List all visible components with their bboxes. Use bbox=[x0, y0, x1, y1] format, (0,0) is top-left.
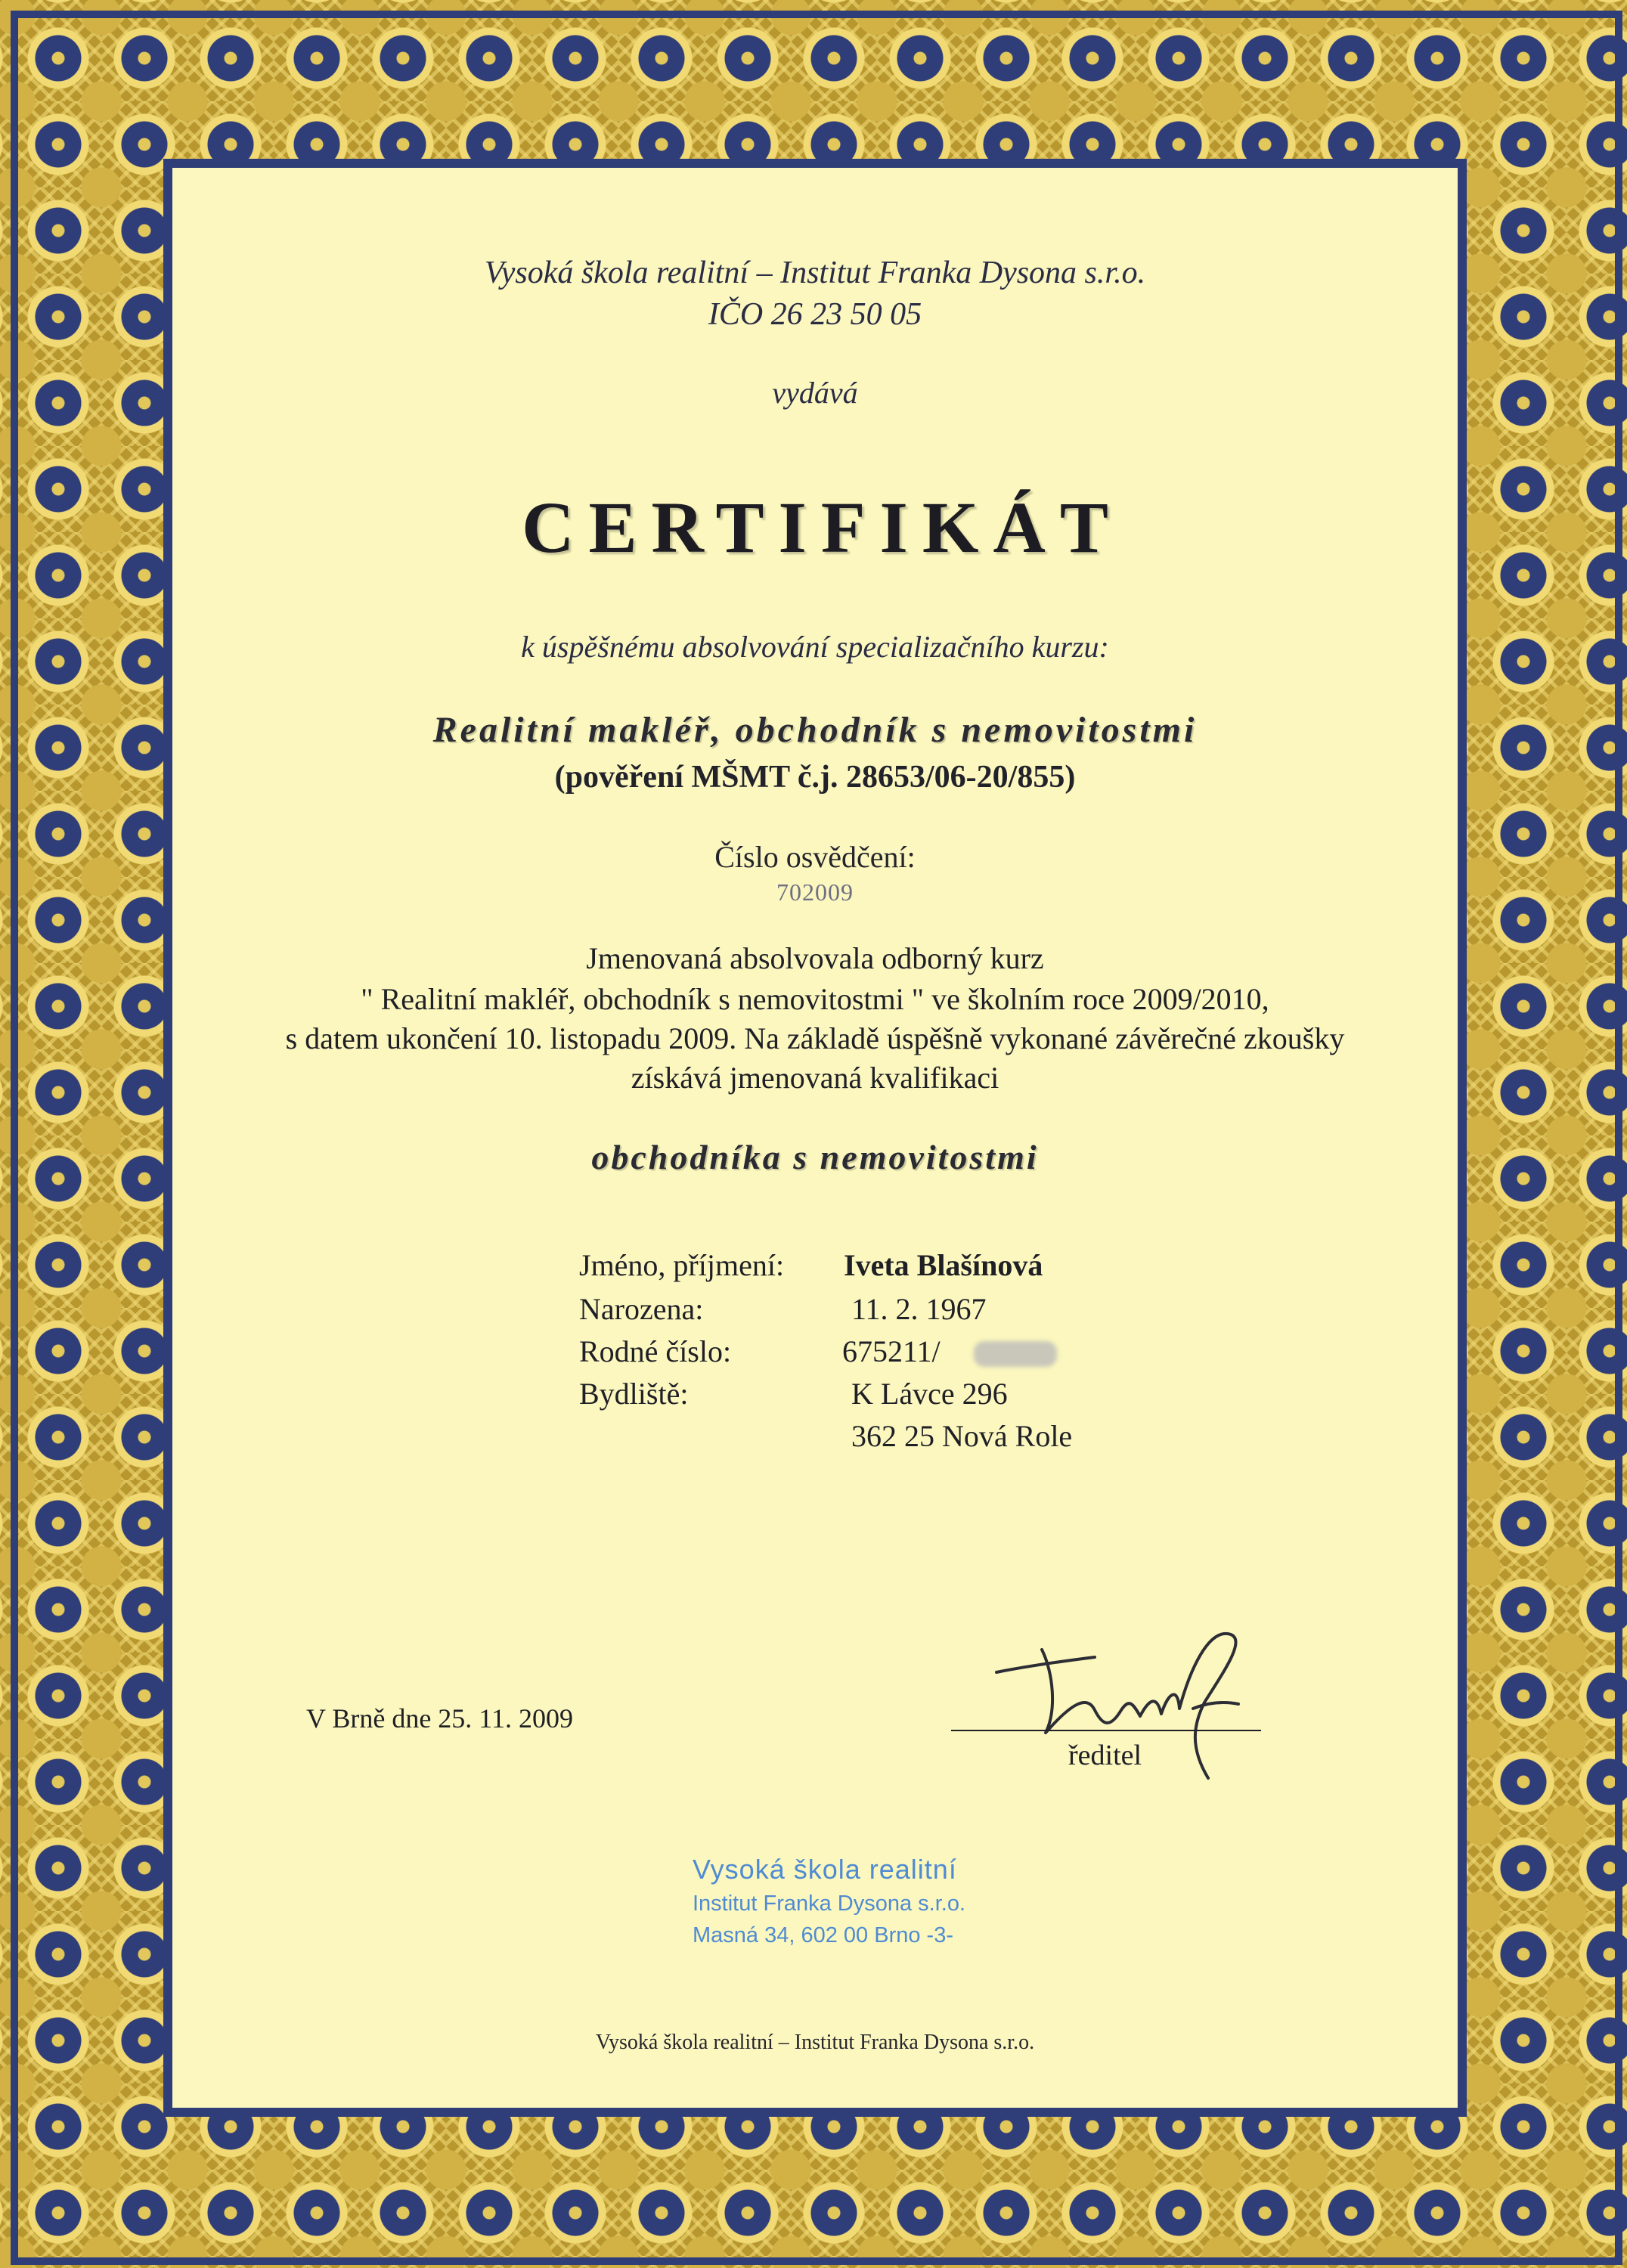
body-line: Jmenovaná absolvovala odborný kurz bbox=[586, 941, 1044, 975]
place-date: V Brně dne 25. 11. 2009 bbox=[306, 1703, 573, 1734]
address-label: Bydliště: bbox=[579, 1377, 689, 1411]
certificate-number-label: Číslo osvědčení: bbox=[714, 840, 916, 874]
body-line: s datem ukončení 10. listopadu 2009. Na základě úspěšně vykonané závěrečné zkoušky bbox=[285, 1021, 1345, 1055]
certificate-number-value: 702009 bbox=[776, 878, 854, 906]
certificate-title: CERTIFIKÁT bbox=[522, 487, 1123, 568]
body-line: získává jmenovaná kvalifikaci bbox=[631, 1061, 999, 1095]
stamp-line: Institut Franka Dysona s.r.o. bbox=[693, 1892, 966, 1916]
signatory-role: ředitel bbox=[1068, 1740, 1142, 1771]
personal-id-label: Rodné číslo: bbox=[579, 1334, 732, 1368]
issues-verb: vydává bbox=[772, 376, 858, 410]
course-name: Realitní makléř, obchodník s nemovitostmi bbox=[432, 710, 1198, 750]
issuer-name: Vysoká škola realitní – Institut Franka Dysona s.r.o. bbox=[484, 256, 1146, 290]
redacted-block bbox=[974, 1341, 1057, 1367]
personal-id-value: 675211/ bbox=[842, 1334, 941, 1368]
address-line: 362 25 Nová Role bbox=[851, 1419, 1073, 1453]
qualification: obchodníka s nemovitostmi bbox=[591, 1138, 1039, 1176]
birth-value: 11. 2. 1967 bbox=[851, 1292, 987, 1326]
issuer-ico: IČO 26 23 50 05 bbox=[708, 297, 922, 332]
stamp-line: Vysoká škola realitní bbox=[693, 1854, 957, 1885]
address-line: K Lávce 296 bbox=[851, 1377, 1008, 1411]
course-intro: k úspěšnému absolvování specializačního kurzu: bbox=[521, 630, 1109, 664]
certificate-paper bbox=[172, 168, 1458, 2108]
name-label: Jméno, příjmení: bbox=[579, 1248, 785, 1282]
footer: Vysoká škola realitní – Institut Franka Dysona s.r.o. bbox=[595, 2031, 1035, 2054]
name-value: Iveta Blašínová bbox=[844, 1248, 1043, 1282]
signature-line bbox=[951, 1730, 1261, 1731]
stamp-line: Masná 34, 602 00 Brno -3- bbox=[693, 1923, 953, 1947]
birth-label: Narozena: bbox=[579, 1292, 704, 1326]
body-line: " Realitní makléř, obchodník s nemovitostmi " ve školním roce 2009/2010, bbox=[361, 982, 1269, 1016]
course-authorization: (pověření MŠMT č.j. 28653/06-20/855) bbox=[554, 760, 1076, 795]
